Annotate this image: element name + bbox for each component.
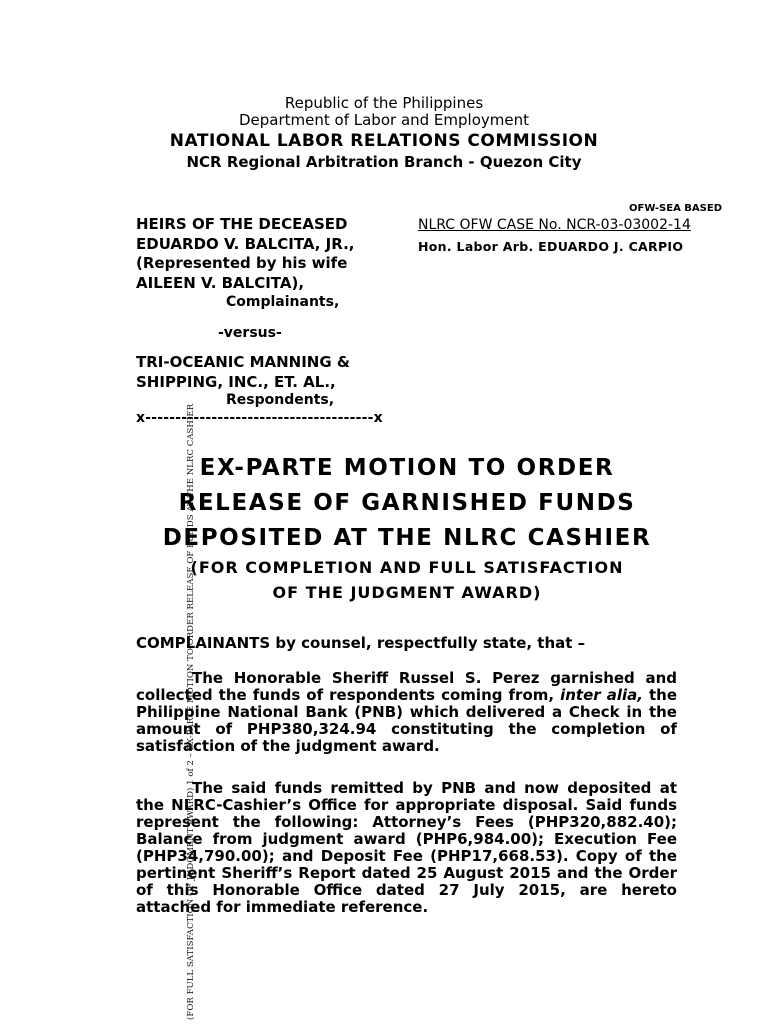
header-department: Department of Labor and Employment bbox=[239, 111, 529, 129]
header-branch: NCR Regional Arbitration Branch - Quezon City bbox=[186, 153, 582, 171]
motion-subtitle-line: OF THE JUDGMENT AWARD) bbox=[272, 583, 542, 602]
motion-title-line: EX-PARTE MOTION TO ORDER bbox=[199, 455, 615, 481]
intro-statement: COMPLAINANTS by counsel, respectfully state, that – bbox=[136, 634, 586, 652]
complainant-role: Complainants, bbox=[226, 294, 340, 310]
complainant-line: HEIRS OF THE DECEASED bbox=[136, 215, 348, 233]
case-tag: OFW-SEA BASED bbox=[628, 203, 722, 214]
paragraph-text: The said funds remitted by PNB and now deposited at the NLRC-Cashier’s Office for appropriate disposal. Said funds represent the following: Attorney’s Fees (PHP320,882.40); Balance from judgment award (PHP6,984.00); Execution Fee (PHP34,790.00); and Deposit Fee (PHP17,668.53). Copy of the pertinent Sheriff’s Report dated 25 August 2015 and the Order of this Honorable Office dated 27 July 2015, are hereto attached for immediate reference. bbox=[136, 779, 677, 916]
complainant-block bbox=[136, 215, 354, 293]
respondent-line: TRI-OCEANIC MANNING & bbox=[136, 353, 350, 371]
complainant-line: EDUARDO V. BALCITA, JR., bbox=[136, 234, 355, 253]
complainant-line: AILEEN V. BALCITA), bbox=[136, 273, 305, 292]
complainant-line: (Represented by his wife bbox=[136, 254, 348, 272]
respondent-role: Respondents, bbox=[226, 392, 335, 408]
paragraph-italic: inter alia, bbox=[560, 686, 643, 704]
header-republic: Republic of the Philippines bbox=[284, 94, 484, 112]
case-number: NLRC OFW CASE No. NCR-03-03002-14 bbox=[418, 217, 691, 233]
paragraph-garnishment bbox=[136, 670, 677, 755]
paragraph-funds bbox=[136, 780, 677, 916]
caption-separator: x--------------------------------------x bbox=[136, 410, 383, 426]
motion-title-line: RELEASE OF GARNISHED FUNDS bbox=[178, 490, 636, 516]
paragraph-text: the Philippine National Bank (PNB) which delivered a Check in the amount of PHP380,324.94 constituting the completion of satisfaction of the judgment award. bbox=[136, 686, 677, 755]
paragraph-text: The Honorable Sheriff Russel S. Perez garnished and collected the funds of respondents coming from, bbox=[136, 669, 677, 704]
vertical-footer-text: (FOR FULL SATISFACTION OF JUDGMENT AWARD) 1 of 2 – EX-PARTE MOTION TO ORDER RELEASE OF FUNDS AT THE NLRC CASHIER bbox=[186, 403, 196, 1020]
motion-subtitle-line: (FOR COMPLETION AND FULL SATISFACTION bbox=[190, 558, 624, 577]
respondent-line: SHIPPING, INC., ET. AL., bbox=[136, 372, 336, 391]
header-commission: NATIONAL LABOR RELATIONS COMMISSION bbox=[169, 131, 599, 151]
respondent-block bbox=[136, 353, 350, 392]
motion-title-line: DEPOSITED AT THE NLRC CASHIER bbox=[162, 525, 652, 551]
versus-label: -versus- bbox=[218, 325, 282, 341]
labor-arbiter: Hon. Labor Arb. EDUARDO J. CARPIO bbox=[418, 239, 684, 254]
